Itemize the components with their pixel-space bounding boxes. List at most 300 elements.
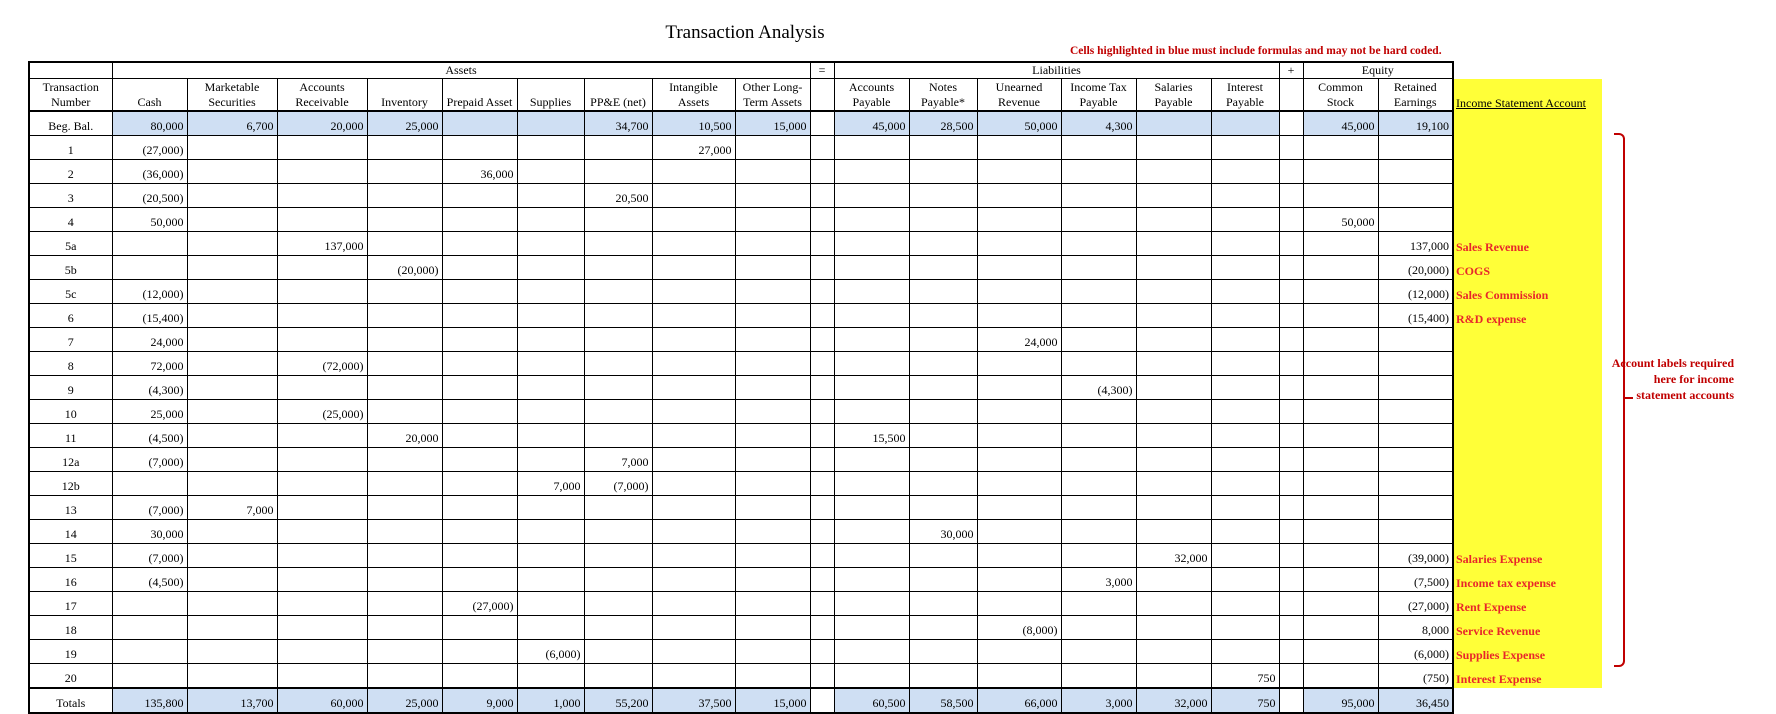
cell-int: 10,500 (652, 111, 735, 136)
cell-sp (1136, 568, 1211, 592)
cell-ar (277, 424, 367, 448)
cell-sp (1136, 208, 1211, 232)
cell-re: 36,450 (1378, 688, 1453, 713)
cell-cash: (7,000) (112, 496, 187, 520)
cell-ap: 15,500 (834, 424, 909, 448)
column-header-line: Revenue (998, 95, 1040, 109)
cell-sup: 1,000 (517, 688, 584, 713)
cell-int (652, 160, 735, 184)
cell-cash: 30,000 (112, 520, 187, 544)
cell-ur: 24,000 (977, 328, 1061, 352)
cell-sup (517, 256, 584, 280)
cell-ppe (584, 280, 652, 304)
cell-np (909, 280, 977, 304)
page-title: Transaction Analysis (665, 22, 825, 43)
cell-ip: 750 (1211, 688, 1279, 713)
cell-ip (1211, 160, 1279, 184)
spacer-cell (1279, 232, 1303, 256)
transaction-row (29, 232, 1603, 256)
income-statement-account-label[interactable] (1453, 136, 1603, 160)
cell-ar (277, 136, 367, 160)
column-header-ms (187, 79, 277, 112)
cell-sup (517, 136, 584, 160)
cell-sp (1136, 592, 1211, 616)
spacer-cell (1279, 448, 1303, 472)
cell-sup (517, 208, 584, 232)
cell-ppe: 55,200 (584, 688, 652, 713)
cell-int (652, 544, 735, 568)
cell-itp (1061, 544, 1136, 568)
cell-inv (367, 640, 442, 664)
cell-ar (277, 184, 367, 208)
income-statement-account-label[interactable]: R&D expense (1453, 304, 1603, 328)
cell-ur (977, 160, 1061, 184)
cell-ppe (584, 544, 652, 568)
column-header-line: Accounts (299, 80, 345, 94)
cell-sup (517, 304, 584, 328)
transaction-number: 5a (29, 232, 112, 256)
cell-re: 137,000 (1378, 232, 1453, 256)
column-header-line: Supplies (529, 95, 572, 109)
cell-itp (1061, 160, 1136, 184)
cell-ur (977, 256, 1061, 280)
income-statement-account-label[interactable] (1453, 208, 1603, 232)
income-statement-account-label[interactable]: Service Revenue (1453, 616, 1603, 640)
cell-itp (1061, 448, 1136, 472)
cell-cash: 50,000 (112, 208, 187, 232)
cell-ppe: 34,700 (584, 111, 652, 136)
cell-ppe (584, 208, 652, 232)
cell-ar: 60,000 (277, 688, 367, 713)
cell-ms (187, 304, 277, 328)
income-statement-account-label[interactable] (1453, 184, 1603, 208)
cell-np (909, 400, 977, 424)
cell-ip: 750 (1211, 664, 1279, 689)
cell-olta (735, 328, 810, 352)
spacer-cell (1279, 472, 1303, 496)
cell-int (652, 232, 735, 256)
cell-np: 58,500 (909, 688, 977, 713)
cell-ms (187, 400, 277, 424)
cell-itp (1061, 664, 1136, 689)
cell-ap (834, 304, 909, 328)
column-header-line: Income Tax (1070, 80, 1127, 94)
cell-int (652, 304, 735, 328)
cell-olta (735, 616, 810, 640)
cell-np (909, 472, 977, 496)
column-header-line: Common (1318, 80, 1363, 94)
cell-ip (1211, 111, 1279, 136)
income-statement-account-label[interactable] (1453, 496, 1603, 520)
transaction-row (29, 448, 1603, 472)
cell-ms (187, 232, 277, 256)
transaction-row (29, 352, 1603, 376)
cell-ip (1211, 640, 1279, 664)
cell-ar: (25,000) (277, 400, 367, 424)
cell-sp: 32,000 (1136, 688, 1211, 713)
cell-sp (1136, 304, 1211, 328)
transaction-number: 20 (29, 664, 112, 689)
cell-sp (1136, 496, 1211, 520)
column-header-pre (442, 79, 517, 112)
spacer-cell (1279, 544, 1303, 568)
column-header-line: Receivable (295, 95, 349, 109)
cell-ur (977, 208, 1061, 232)
cell-int (652, 520, 735, 544)
transaction-row (29, 544, 1603, 568)
cell-ppe (584, 232, 652, 256)
cell-ar (277, 616, 367, 640)
cell-itp (1061, 352, 1136, 376)
cell-np (909, 640, 977, 664)
column-header-line: Retained (1393, 80, 1437, 94)
cell-pre (442, 280, 517, 304)
cell-inv (367, 400, 442, 424)
spacer-cell (1279, 160, 1303, 184)
income-statement-account-label[interactable] (1453, 160, 1603, 184)
column-header-line: Intangible (669, 80, 718, 94)
cell-pre (442, 256, 517, 280)
cell-pre (442, 544, 517, 568)
transaction-row (29, 256, 1603, 280)
cell-cs: 95,000 (1303, 688, 1378, 713)
cell-ap (834, 544, 909, 568)
cell-cs (1303, 136, 1378, 160)
cell-np (909, 304, 977, 328)
income-statement-account-label[interactable] (1453, 448, 1603, 472)
column-header-line: Payable (1226, 95, 1264, 109)
spacer-cell (1279, 664, 1303, 689)
income-statement-account-label[interactable]: COGS (1453, 256, 1603, 280)
cell-pre (442, 520, 517, 544)
cell-itp (1061, 184, 1136, 208)
transaction-number: 5c (29, 280, 112, 304)
cell-re: (15,400) (1378, 304, 1453, 328)
spacer-cell (810, 184, 834, 208)
cell-ur (977, 496, 1061, 520)
cell-pre: (27,000) (442, 592, 517, 616)
cell-ip (1211, 448, 1279, 472)
cell-olta (735, 376, 810, 400)
cell-ar (277, 256, 367, 280)
cell-cs (1303, 520, 1378, 544)
cell-ms: 6,700 (187, 111, 277, 136)
cell-ap (834, 520, 909, 544)
cell-inv (367, 592, 442, 616)
cell-np (909, 448, 977, 472)
spacer-cell (1279, 520, 1303, 544)
cell-pre (442, 328, 517, 352)
cell-olta (735, 352, 810, 376)
cell-inv (367, 616, 442, 640)
cell-olta (735, 544, 810, 568)
cell-sp (1136, 280, 1211, 304)
cell-pre (442, 376, 517, 400)
cell-ar (277, 328, 367, 352)
cell-inv (367, 184, 442, 208)
cell-pre: 9,000 (442, 688, 517, 713)
cell-ip (1211, 544, 1279, 568)
column-header-line: Interest (1227, 80, 1263, 94)
cell-re: (39,000) (1378, 544, 1453, 568)
spacer-cell (1279, 352, 1303, 376)
income-statement-account-label[interactable]: Salaries Expense (1453, 544, 1603, 568)
income-statement-account-label[interactable]: Sales Commission (1453, 280, 1603, 304)
cell-inv (367, 568, 442, 592)
column-header-olta (735, 79, 810, 112)
column-header-line: Payable* (921, 95, 965, 109)
cell-np (909, 592, 977, 616)
cell-sp (1136, 328, 1211, 352)
column-header-ap (834, 79, 909, 112)
transaction-number: 18 (29, 616, 112, 640)
cell-np (909, 256, 977, 280)
transaction-row (29, 592, 1603, 616)
cell-np (909, 328, 977, 352)
cell-itp (1061, 280, 1136, 304)
column-header-line: Prepaid Asset (446, 95, 513, 109)
income-statement-account-label[interactable] (1453, 376, 1603, 400)
cell-ar (277, 448, 367, 472)
column-header-line: Marketable (204, 80, 260, 94)
cell-re (1378, 520, 1453, 544)
cell-int (652, 568, 735, 592)
cell-ur (977, 304, 1061, 328)
transaction-number: 8 (29, 352, 112, 376)
spacer-cell (1279, 328, 1303, 352)
cell-ppe (584, 424, 652, 448)
cell-inv: (20,000) (367, 256, 442, 280)
cell-ar: 20,000 (277, 111, 367, 136)
spacer-cell (810, 568, 834, 592)
cell-inv (367, 544, 442, 568)
cell-olta (735, 472, 810, 496)
income-statement-account-label[interactable]: Interest Expense (1453, 664, 1603, 689)
income-statement-account-label[interactable] (1453, 400, 1603, 424)
spacer-cell (810, 352, 834, 376)
cell-re (1378, 352, 1453, 376)
side-note: Account labels required here for income statement accounts (1611, 356, 1734, 402)
cell-sup: (6,000) (517, 640, 584, 664)
column-header-ip (1211, 79, 1279, 112)
cell-sup (517, 520, 584, 544)
cell-ppe (584, 328, 652, 352)
spacer-cell (810, 544, 834, 568)
cell-itp (1061, 424, 1136, 448)
cell-sup (517, 328, 584, 352)
cell-sup (517, 280, 584, 304)
cell-ppe: (7,000) (584, 472, 652, 496)
transaction-row (29, 424, 1603, 448)
cell-inv (367, 352, 442, 376)
cell-ip (1211, 496, 1279, 520)
cell-ppe: 20,500 (584, 184, 652, 208)
cell-re (1378, 208, 1453, 232)
transaction-number: 14 (29, 520, 112, 544)
cell-ap (834, 352, 909, 376)
transaction-row (29, 496, 1603, 520)
transaction-number: 5b (29, 256, 112, 280)
cell-cs (1303, 232, 1378, 256)
income-statement-account-label[interactable] (1453, 352, 1603, 376)
cell-ppe (584, 400, 652, 424)
cell-ms (187, 328, 277, 352)
column-header-line: Securities (208, 95, 256, 109)
transaction-number: 1 (29, 136, 112, 160)
cell-inv (367, 328, 442, 352)
cell-cash (112, 640, 187, 664)
spacer-cell (1279, 568, 1303, 592)
transaction-row (29, 640, 1603, 664)
transaction-row (29, 304, 1603, 328)
cell-ip (1211, 280, 1279, 304)
cell-ms: 13,700 (187, 688, 277, 713)
cell-ms (187, 472, 277, 496)
cell-cs: 45,000 (1303, 111, 1378, 136)
income-statement-account-label[interactable]: Rent Expense (1453, 592, 1603, 616)
spacer-cell (1279, 184, 1303, 208)
column-header-line: Assets (677, 95, 710, 109)
cell-ms (187, 256, 277, 280)
income-statement-account-label[interactable] (1453, 520, 1603, 544)
income-statement-account-label[interactable]: Sales Revenue (1453, 232, 1603, 256)
cell-ar (277, 160, 367, 184)
column-header-cash (112, 79, 187, 112)
income-statement-account-label[interactable] (1453, 111, 1603, 136)
group-equity: Equity (1303, 62, 1453, 79)
cell-inv (367, 304, 442, 328)
income-statement-account-label[interactable]: Supplies Expense (1453, 640, 1603, 664)
column-header-line: Term Assets (743, 95, 802, 109)
cell-ap (834, 256, 909, 280)
cell-ar: 137,000 (277, 232, 367, 256)
spacer-cell (1279, 424, 1303, 448)
income-statement-account-label[interactable]: Income tax expense (1453, 568, 1603, 592)
cell-ap (834, 496, 909, 520)
cell-itp (1061, 520, 1136, 544)
cell-re: 8,000 (1378, 616, 1453, 640)
transaction-number: 19 (29, 640, 112, 664)
cell-int: 27,000 (652, 136, 735, 160)
cell-sup (517, 160, 584, 184)
column-header-line: Number (51, 95, 91, 109)
income-statement-account-label[interactable] (1453, 688, 1603, 713)
cell-cs (1303, 184, 1378, 208)
cell-np (909, 616, 977, 640)
cell-re (1378, 328, 1453, 352)
cell-olta (735, 136, 810, 160)
cell-cash: 135,800 (112, 688, 187, 713)
income-statement-account-label[interactable] (1453, 424, 1603, 448)
cell-olta (735, 424, 810, 448)
cell-itp: 4,300 (1061, 111, 1136, 136)
income-statement-account-label[interactable] (1453, 472, 1603, 496)
cell-ms (187, 160, 277, 184)
column-header-int (652, 79, 735, 112)
cell-ur: 66,000 (977, 688, 1061, 713)
cell-re (1378, 448, 1453, 472)
cell-olta (735, 400, 810, 424)
cell-inv: 20,000 (367, 424, 442, 448)
cell-re: (12,000) (1378, 280, 1453, 304)
cell-ar (277, 472, 367, 496)
transaction-row (29, 208, 1603, 232)
cell-pre (442, 616, 517, 640)
cell-cs (1303, 328, 1378, 352)
cell-ppe: 7,000 (584, 448, 652, 472)
cell-ip (1211, 184, 1279, 208)
cell-inv (367, 520, 442, 544)
column-header-inv (367, 79, 442, 112)
cell-itp: (4,300) (1061, 376, 1136, 400)
cell-int (652, 448, 735, 472)
cell-itp (1061, 304, 1136, 328)
cell-ip (1211, 304, 1279, 328)
cell-sp (1136, 520, 1211, 544)
cell-re: (750) (1378, 664, 1453, 689)
column-header-sup (517, 79, 584, 112)
cell-cs (1303, 376, 1378, 400)
cell-cash: 25,000 (112, 400, 187, 424)
cell-ur (977, 592, 1061, 616)
cell-cash: (4,300) (112, 376, 187, 400)
cell-olta (735, 496, 810, 520)
income-statement-account-label[interactable] (1453, 328, 1603, 352)
cell-np (909, 232, 977, 256)
cell-cs (1303, 616, 1378, 640)
cell-int (652, 664, 735, 689)
cell-sup (517, 592, 584, 616)
cell-ur (977, 232, 1061, 256)
cell-ppe (584, 640, 652, 664)
cell-itp (1061, 232, 1136, 256)
transaction-row (29, 376, 1603, 400)
transaction-number: Beg. Bal. (29, 111, 112, 136)
cell-cs (1303, 448, 1378, 472)
cell-inv (367, 280, 442, 304)
cell-cash (112, 616, 187, 640)
column-header-line: Salaries (1154, 80, 1193, 94)
cell-ap (834, 208, 909, 232)
cell-ur (977, 424, 1061, 448)
cell-sp (1136, 160, 1211, 184)
column-header-line: Unearned (995, 80, 1043, 94)
column-header-itp (1061, 79, 1136, 112)
cell-olta (735, 184, 810, 208)
cell-cs: 50,000 (1303, 208, 1378, 232)
cell-sp (1136, 664, 1211, 689)
cell-cash: 80,000 (112, 111, 187, 136)
cell-ms (187, 352, 277, 376)
cell-ms (187, 664, 277, 689)
cell-sup (517, 424, 584, 448)
cell-ms: 7,000 (187, 496, 277, 520)
cell-ap (834, 400, 909, 424)
cell-sp (1136, 136, 1211, 160)
cell-ap (834, 472, 909, 496)
spacer-cell (810, 304, 834, 328)
cell-ap (834, 184, 909, 208)
cell-ms (187, 520, 277, 544)
cell-cs (1303, 256, 1378, 280)
cell-inv (367, 136, 442, 160)
cell-np (909, 208, 977, 232)
cell-re (1378, 376, 1453, 400)
cell-ar (277, 208, 367, 232)
spacer-cell (1279, 616, 1303, 640)
cell-cs (1303, 304, 1378, 328)
cell-pre (442, 208, 517, 232)
